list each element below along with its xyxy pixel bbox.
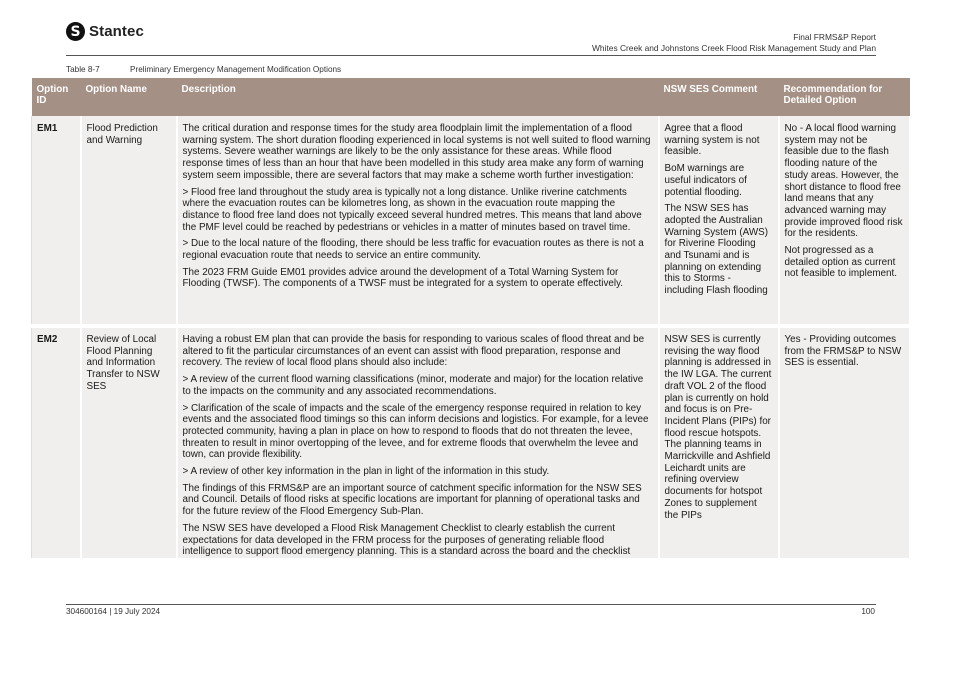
table-caption (66, 65, 341, 74)
recommendation-paragraph: Yes - Providing outcomes from the FRMS&P to NSW SES is essential. (784, 334, 902, 369)
recommendation (779, 116, 910, 326)
option-name: Flood Prediction and Warning (81, 116, 177, 326)
description-paragraph: > A review of the current flood warning classifications (minor, moderate and major) for the location relative to the impacts on the community and any associated recommendations. (182, 374, 644, 397)
description-paragraph: The NSW SES have developed a Flood Risk Management Checklist to clearly establish the current expectations for data developed in the FRM process for the purposes of generating reliable flood intelligence to support flood emergency planning. This is a standard across the board and the checklist (182, 522, 631, 558)
report-title: Final FRMS&P Report (793, 32, 876, 42)
option-name: Review of Local Flood Planning and Information Transfer to NSW SES (81, 326, 177, 558)
option-id: EM1 (32, 116, 81, 326)
report-subtitle: Whites Creek and Johnstons Creek Flood Risk Management Study and Plan (592, 43, 876, 53)
stantec-logo-mark: S (66, 22, 85, 41)
table-header-row (32, 78, 910, 116)
option-description (177, 326, 659, 558)
stantec-logo-text: Stantec (89, 23, 144, 40)
footer-doc-reference: 304600164 | 19 July 2024 (66, 607, 161, 616)
column-header-option-name: Option Name (81, 78, 177, 116)
header-divider (66, 55, 876, 56)
description-paragraph: > Clarification of the scale of impacts and the scale of the emergency response required in relation to key events and the associated flood timings so this can inform decisions and logistics. For example, for a levee protected community, having a plan in place on how to respond to floods that do not threaten the levee, threaten to result in minor overtopping of the levee, and for extreme floods that overwhelm the levee and town, can provide flexibility. (182, 402, 649, 461)
column-header-ses-comment: NSW SES Comment (659, 78, 779, 116)
comment-paragraph: The NSW SES has adopted the Australian Warning System (AWS) for Riverine Flooding and Tsunami and is planning on extending this to Storms - including Flash flooding (664, 203, 769, 297)
recommendation-paragraph: Not progressed as a detailed option as current not feasible to implement. (784, 245, 898, 280)
table-number: Table 8-7 (66, 65, 100, 74)
page-number: 100 (861, 607, 875, 616)
description-paragraph: The 2023 FRM Guide EM01 provides advice around the development of a Total Warning System for Flooding (TWSF). The components of a TWSF must be integrated for a system to operate effectively. (182, 266, 624, 290)
description-paragraph: > Flood free land throughout the study area is typically not a long distance. Unlike riverine catchments where the evacuation routes can be kilometres long, as shown in the evacuation route mapping the distance to flood free land does not typically exceed several hundred metres. This means that land above the PMF level could be reached by pedestrians or vehicles in a matter of minutes based on travel time. (182, 186, 642, 233)
table-row (32, 116, 910, 326)
column-header-recommendation: Recommendation for Detailed Option (779, 78, 910, 116)
recommendation (779, 326, 910, 558)
report-header (592, 32, 876, 54)
option-description (177, 116, 659, 326)
stantec-logo (66, 22, 144, 41)
comment-paragraph: BoM warnings are useful indicators of potential flooding. (664, 163, 747, 198)
description-paragraph: The critical duration and response times for the study area floodplain limit the implementation of a flood warning system. The short duration flooding experienced in local systems is not well suited to flood warning systems. Severe weather warnings are likely to be the only assistance for these areas. While flood response times of less than an hour that have been modelled in this study area make any form of warning system seem impossible, there are several factors that may make a scheme worth further investigation: (182, 123, 651, 181)
options-table (31, 78, 911, 558)
table-title: Preliminary Emergency Management Modification Options (130, 65, 342, 74)
option-id: EM2 (32, 326, 81, 558)
comment-paragraph: NSW SES is currently revising the way flood planning is addressed in the IW LGA. The current draft VOL 2 of the flood plan is currently on hold and focus is on Pre-Incident Plans (PIPs) for flood rescue hotspots. The planning teams in Marrickville and Ashfield Leichardt units are refining overview documents for hotspot Zones to supplement the PIPs (664, 334, 772, 521)
description-paragraph: The findings of this FRMS&P are an important source of catchment specific information for the NSW SES and Council. Details of flood risks at specific locations are important for planning of operational tasks and for the future review of the Flood Emergency Sub-Plan. (182, 482, 642, 518)
description-paragraph: > A review of other key information in the plan in light of the information in this study. (182, 466, 550, 478)
column-header-option-id: Option ID (32, 78, 81, 116)
recommendation-paragraph: No - A local flood warning system may not be feasible due to the flash flooding nature of the study areas. However, the short distance to flood free land means that any advanced warning may provide improved flood risk for the residents. (784, 123, 903, 240)
description-paragraph: Having a robust EM plan that can provide the basis for responding to various scales of flood threat and be altered to fit the particular circumstances of an event can assist with flood preparation, response and recovery. The review of local flood plans should also include: (182, 334, 645, 369)
comment-paragraph: Agree that a flood warning system is not feasible. (664, 123, 760, 158)
table-row (32, 326, 910, 558)
ses-comment (659, 326, 779, 558)
ses-comment (659, 116, 779, 326)
footer-divider (66, 604, 876, 605)
column-header-description: Description (177, 78, 659, 116)
description-paragraph: > Due to the local nature of the flooding, there should be less traffic for evacuation routes as there is not a regional evacuation route that needs to service an entire community. (182, 238, 644, 262)
